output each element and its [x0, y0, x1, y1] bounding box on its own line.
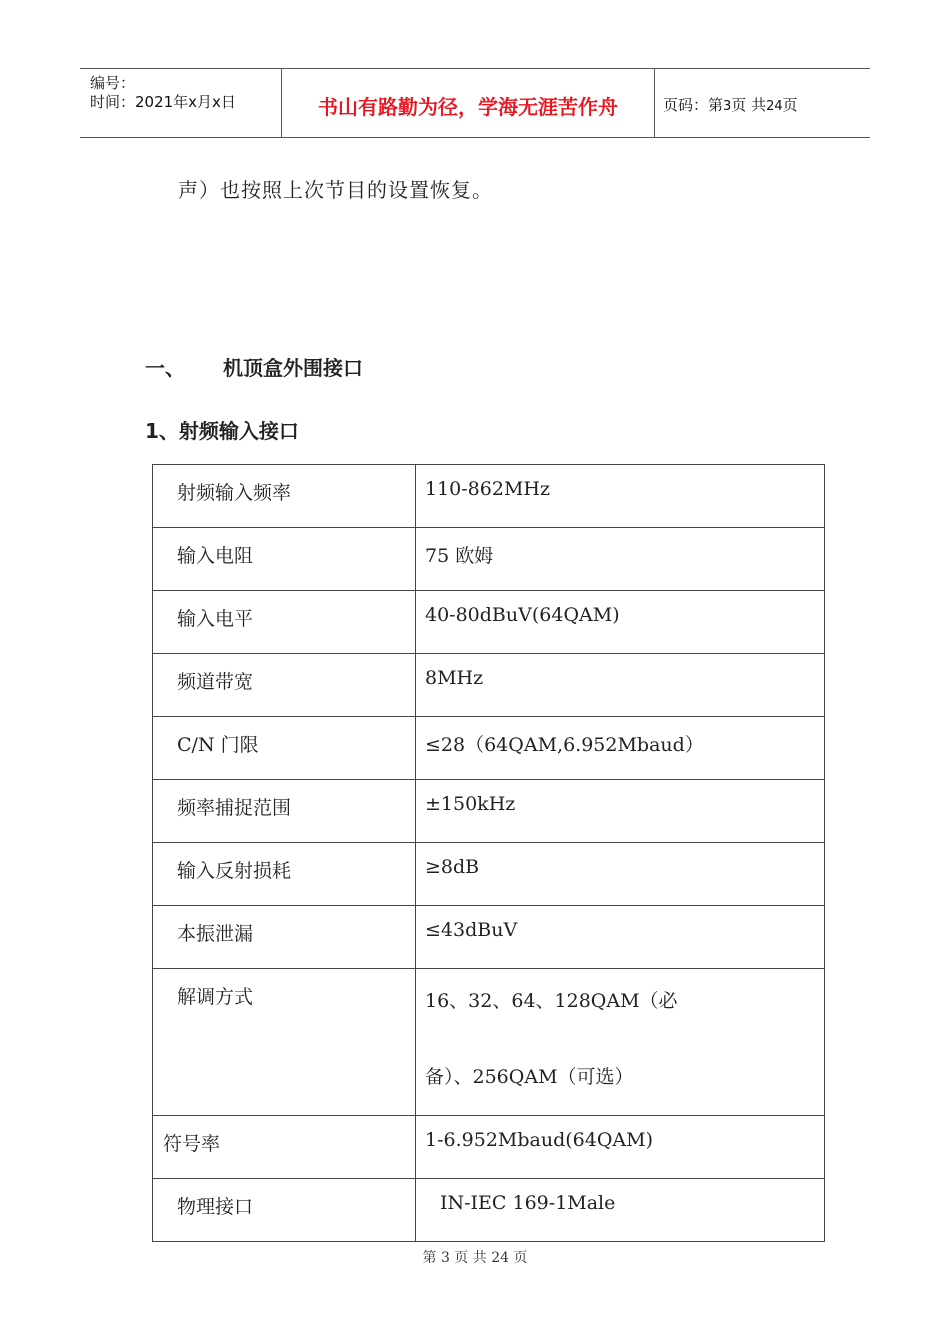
spec-key: 物理接口	[177, 1196, 254, 1218]
spec-key: 输入反射损耗	[177, 860, 292, 882]
table-row	[153, 906, 825, 969]
time-label: 时间：2021年x月x日	[90, 93, 236, 111]
section-title: 机顶盒外围接口	[223, 356, 363, 380]
spec-key: C/N 门限	[177, 734, 259, 756]
spec-value: ≥8dB	[425, 856, 480, 878]
header-info-cell	[80, 69, 282, 137]
spec-value: 75 欧姆	[425, 545, 494, 567]
page-code	[663, 94, 798, 115]
spec-value: IN-IEC 169-1Male	[440, 1192, 616, 1214]
motto-text: 书山有路勤为径，学海无涯苦作舟	[318, 95, 618, 119]
spec-value-cell	[416, 969, 825, 1116]
spec-key: 频率捕捉范围	[177, 797, 292, 819]
spec-value-cell	[416, 528, 825, 591]
spec-value: 40-80dBuV(64QAM)	[425, 604, 620, 626]
spec-value-cell	[416, 843, 825, 906]
table-row	[153, 654, 825, 717]
spec-value-cell	[416, 591, 825, 654]
table-row	[153, 1179, 825, 1242]
header-page-cell	[655, 69, 870, 137]
spec-value: 8MHz	[425, 667, 484, 689]
spec-value: 16、32、64、128QAM（必备）、256QAM（可选）	[425, 990, 678, 1088]
section-heading	[145, 352, 363, 381]
spec-key-cell	[153, 465, 416, 528]
spec-value-cell	[416, 780, 825, 843]
spec-key-cell	[153, 843, 416, 906]
spec-key: 频道带宽	[177, 671, 254, 693]
table-row	[153, 528, 825, 591]
table-row	[153, 591, 825, 654]
spec-key: 本振泄漏	[177, 923, 254, 945]
spec-key: 输入电阻	[177, 545, 254, 567]
spec-key: 输入电平	[177, 608, 254, 630]
spec-key-cell	[153, 906, 416, 969]
rf-spec-table	[152, 464, 825, 1242]
page-current: 3	[723, 99, 732, 114]
page-prefix: 页码：第	[663, 96, 724, 114]
spec-value: ≤43dBuV	[425, 919, 518, 941]
table-row	[153, 1116, 825, 1179]
spec-key-cell	[153, 969, 416, 1116]
spec-key-cell	[153, 654, 416, 717]
table-row	[153, 465, 825, 528]
spec-key-cell	[153, 717, 416, 780]
page-suffix: 页	[782, 96, 798, 114]
header-motto-cell	[282, 69, 655, 137]
spec-key: 符号率	[163, 1133, 221, 1155]
page-header	[80, 68, 870, 138]
spec-key-cell	[153, 780, 416, 843]
spec-key: 射频输入频率	[177, 482, 292, 504]
spec-value-cell	[416, 906, 825, 969]
section-number: 一、	[145, 356, 185, 380]
continuation-text: 声）也按照上次节目的设置恢复。	[178, 178, 493, 202]
spec-value: 110-862MHz	[425, 478, 550, 500]
spec-value: 1-6.952Mbaud(64QAM)	[425, 1129, 653, 1151]
spec-value-cell	[416, 1179, 825, 1242]
spec-value: ±150kHz	[425, 793, 516, 815]
table-row	[153, 969, 825, 1116]
table-row	[153, 780, 825, 843]
spec-value-cell	[416, 465, 825, 528]
spec-key-cell	[153, 1116, 416, 1179]
spec-value-cell	[416, 717, 825, 780]
number-label: 编号：	[90, 74, 136, 92]
spec-key-cell	[153, 528, 416, 591]
page-mid: 页 共	[731, 96, 767, 114]
spec-key-cell	[153, 1179, 416, 1242]
table-row	[153, 717, 825, 780]
subsection-heading: 1、射频输入接口	[145, 419, 299, 443]
spec-value: ≤28（64QAM,6.952Mbaud）	[425, 734, 704, 756]
page-total: 24	[766, 99, 783, 114]
spec-value-cell	[416, 1116, 825, 1179]
spec-key-cell	[153, 591, 416, 654]
spec-value-cell	[416, 654, 825, 717]
page-footer: 第 3 页 共 24 页	[422, 1250, 528, 1266]
table-row	[153, 843, 825, 906]
spec-key: 解调方式	[177, 986, 254, 1008]
